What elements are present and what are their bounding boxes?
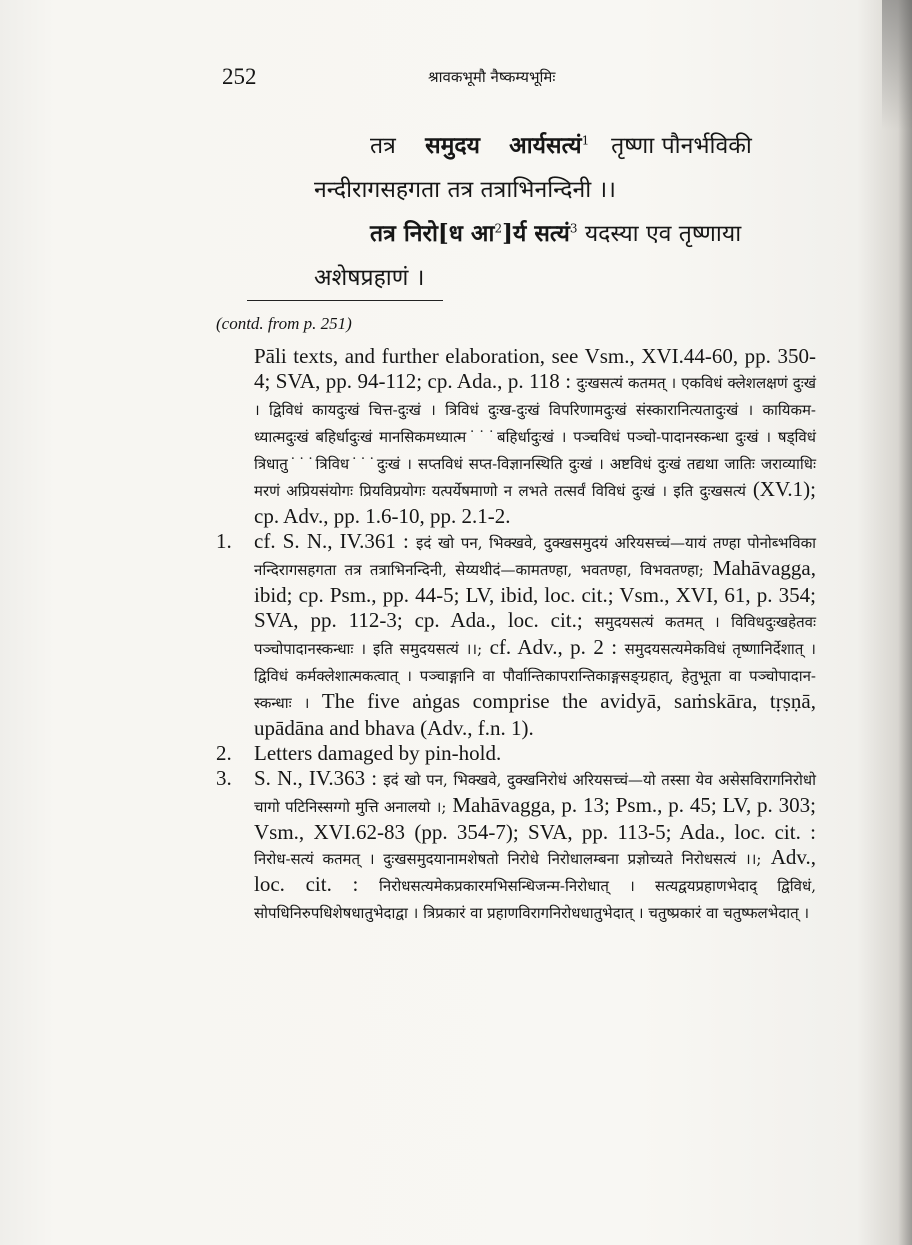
note-devanagari: समुदयसत्यमेकविधं तृष्णानिर्देशात् । द्विविधं कर्मक्लेशात्मकत्वात् । पञ्चाङ्गानि वा पौर्वान्तिकापरान्तिकाङ्गसङ्ग्रहात्, हेतुभूता वा पञ्चोपादान-स्कन्धाः । [254, 640, 816, 712]
footnote-number: 3. [216, 766, 232, 790]
note-text: Pāli texts, and further elaboration, see Vsm., XVI.44-60, pp. 350-4; SVA, pp. 94-112; cp. Ada., p. 118 : [254, 344, 816, 393]
verse-word: तृष्णा पौनर्भविकी [611, 133, 752, 159]
footnote-ref: 2 [494, 221, 503, 236]
footnote-rule [247, 300, 443, 301]
note-text: Mahāvagga, ibid; cp. Psm., pp. 44-5; LV, ibid, loc. cit.; Vsm., XVI, 61, p. 354; SVA, pp. 112-3; cp. Ada., loc. cit.; [254, 556, 816, 632]
footnote-continued [216, 344, 816, 529]
note-text: The five aṅgas comprise the avidyā, saṁskāra, tṛṣṇā, upādāna and bhava (Adv., f.n. 1). [254, 689, 817, 740]
scan-corner-shadow [882, 0, 912, 130]
footnote-number: 2. [216, 741, 232, 765]
note-text: S. N., IV.363 : [254, 766, 378, 790]
footnotes [216, 314, 816, 926]
verse-word-bold: आर्यसत्यं [509, 132, 582, 159]
footnote-ref: 1 [581, 133, 590, 148]
continued-note: (contd. from p. 251) [216, 314, 352, 333]
note-text: cf. S. N., IV.361 : [254, 529, 409, 553]
verse-word-bold: समुदय [425, 132, 480, 159]
verse-line-3 [370, 216, 741, 248]
verse-line-1 [370, 128, 752, 160]
verse-word-bold: ]र्य सत्यं [502, 220, 570, 247]
note-text: (XV.1); cp. Adv., pp. 1.6-10, pp. 2.1-2. [254, 477, 817, 528]
running-head: श्रावकभूमौ नैष्कम्यभूमिः [428, 68, 556, 86]
note-devanagari: समुदयसत्यं कतमत् । विविधदुःखहेतवः पञ्चोपादानस्कन्धाः । इति समुदयसत्यं ।।; [254, 613, 817, 658]
note-text: cf. Adv., p. 2 : [489, 635, 618, 659]
note-devanagari: दुःखसत्यं कतमत् । एकविधं क्लेशलक्षणं दुःखं । द्विविधं कायदुःखं चित्त-दुःखं । त्रिविधं दुःख-दुःखं विपरिणामदुःखं संस्कारानित्यतादुःखं । कायिकम-ध्यात्मदुःखं बहिर्धादुःखं मानसिकमध्यात्म˙˙˙बहिर्धादुःखं । पञ्चविधं पञ्चो-पादानस्कन्धा दुःखं । षड्विधं त्रिधातु˙˙˙त्रिविध˙˙˙दुःखं । सप्तविधं सप्त-विज्ञानस्थिति दुःखं । अष्टविधं दुःखं तद्यथा जातिः जराव्याधिः मरणं अप्रियसंयोगः प्रियविप्रयोगः यत्पर्येषमाणो न लभते तत्सर्वं विविधं दुःखं । इति दुःखसत्यं [254, 374, 817, 500]
footnote-1 [216, 529, 816, 741]
footnote-ref: 3 [569, 221, 578, 236]
note-text: Adv., loc. cit. : [254, 845, 816, 896]
page-header [222, 64, 782, 98]
note-text: Mahāvagga, p. 13; Psm., p. 45; LV, p. 303; Vsm., XVI.62-83 (pp. 354-7); SVA, pp. 113-5; Ada., loc. cit. : [254, 793, 816, 844]
footnote-2 [216, 741, 816, 766]
footnote-3 [216, 766, 816, 926]
footnote-number: 1. [216, 529, 232, 553]
page-number: 252 [222, 64, 257, 89]
note-devanagari: इदं खो पन, भिक्खवे, दुक्खसमुदयं अरियसच्चं—यायं तण्हा पोनोब्भविका नन्दिरागसहगता तत्र तत्राभिनन्दिनी, सेय्यथीदं—कामतण्हा, भवतण्हा, विभवतण्हा; [254, 534, 817, 579]
note-devanagari: निरोध-सत्यं कतमत् । दुःखसमुदयानामशेषतो निरोधे निरोधालम्बना प्रज्ञोच्यते निरोधसत्यं ।।; [254, 850, 762, 868]
page-edge-shadow [898, 0, 912, 1245]
verse-word: तत्र [370, 133, 396, 159]
verse-line-2: नन्दीरागसहगता तत्र तत्राभिनन्दिनी ।। [314, 177, 616, 203]
note-devanagari: निरोधसत्यमेकप्रकारमभिसन्धिजन्म-निरोधात् । सत्यद्वयप्रहाणभेदाद् द्विविधं, सोपधिनिरुपधिशेषधातुभेदाद्वा । त्रिप्रकारं वा प्रहाणविरागनिरोधधातुभेदात् । चतुष्प्रकारं वा चतुष्फलभेदात् । [254, 877, 817, 922]
note-text: Letters damaged by pin-hold. [254, 741, 502, 765]
verse-line-4: अशेषप्रहाणं । [314, 265, 425, 291]
verse-word-bold: तत्र निरो[ध आ [370, 220, 495, 247]
note-devanagari: इदं खो पन, भिक्खवे, दुक्खनिरोधं अरियसच्चं—यो तस्सा येव असेसविरागनिरोधो चागो पटिनिस्सग्गो मुत्ति अनालयो ।; [254, 771, 817, 816]
verse-word: यदस्या एव तृष्णाया [584, 221, 742, 247]
